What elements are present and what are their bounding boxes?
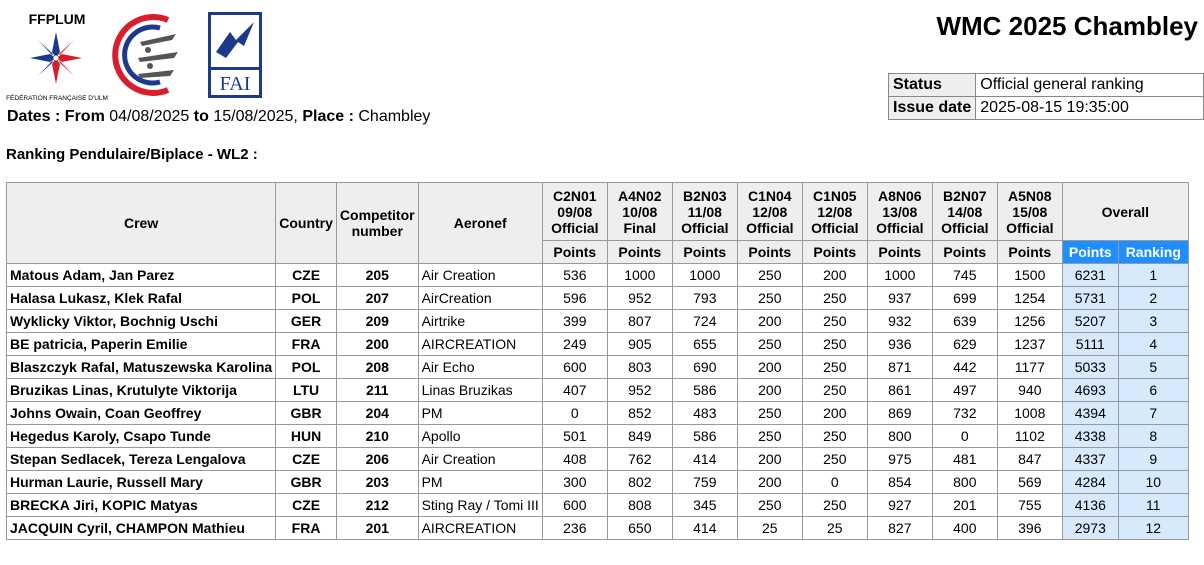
task-status: Official [1006,219,1054,236]
task-points-cell: 250 [802,356,867,379]
task-points-cell: 1000 [672,264,737,287]
country-cell: GBR [276,471,337,494]
task-points-cell: 871 [867,356,932,379]
place-label: Place : [302,108,354,125]
task-points-cell: 755 [997,494,1062,517]
crew-cell: Bruzikas Linas, Krutulyte Viktorija [7,379,276,402]
overall-ranking-cell: 1 [1118,264,1188,287]
task-points-cell: 569 [997,471,1062,494]
task-points-cell: 800 [932,471,997,494]
task-points-cell: 250 [737,425,802,448]
col-competitor-line1: Competitor [339,207,415,223]
task-points-cell: 408 [542,448,607,471]
col-task-points: Points [607,241,672,264]
col-task-points: Points [542,241,607,264]
task-points-cell: 399 [542,310,607,333]
task-points-cell: 250 [802,425,867,448]
task-points-cell: 847 [997,448,1062,471]
crew-cell: Johns Owain, Coan Geoffrey [7,402,276,425]
col-competitor-line2: number [351,223,403,239]
task-points-cell: 699 [932,287,997,310]
task-code: C1N04 [748,187,792,204]
task-status: Official [681,219,729,236]
task-points-cell: 655 [672,333,737,356]
task-points-cell: 483 [672,402,737,425]
competitor-number-cell: 212 [336,494,418,517]
task-date: 13/08 [882,203,918,220]
task-points-cell: 345 [672,494,737,517]
status-row [889,74,1204,97]
aeronef-cell: AIRCREATION [418,517,542,540]
country-cell: FRA [276,333,337,356]
competitor-number-cell: 207 [336,287,418,310]
col-task [932,183,997,241]
task-points-cell: 732 [932,402,997,425]
overall-ranking-cell: 3 [1118,310,1188,333]
aeronef-cell: Sting Ray / Tomi III [418,494,542,517]
task-status: Final [623,219,657,236]
overall-points-cell: 6231 [1062,264,1118,287]
overall-ranking-cell: 8 [1118,425,1188,448]
task-points-cell: 952 [607,287,672,310]
task-points-cell: 639 [932,310,997,333]
task-points-cell: 724 [672,310,737,333]
crew-cell: Halasa Lukasz, Klek Rafal [7,287,276,310]
country-cell: GBR [276,402,337,425]
task-points-cell: 849 [607,425,672,448]
task-points-cell: 250 [737,287,802,310]
task-code: B2N03 [683,187,727,204]
country-cell: POL [276,356,337,379]
task-points-cell: 250 [737,333,802,356]
task-points-cell: 407 [542,379,607,402]
issue-date-label: Issue date [889,97,976,120]
task-points-cell: 1000 [867,264,932,287]
col-task-points: Points [867,241,932,264]
overall-points-cell: 4337 [1062,448,1118,471]
task-points-cell: 0 [932,425,997,448]
overall-points-cell: 5731 [1062,287,1118,310]
col-aeronef: Aeronef [418,183,542,264]
table-row [7,333,1189,356]
to-label: to [193,108,209,125]
crew-cell: Blaszczyk Rafal, Matuszewska Karolina [7,356,276,379]
country-cell: LTU [276,379,337,402]
task-points-cell: 501 [542,425,607,448]
overall-points-cell: 4394 [1062,402,1118,425]
task-points-cell: 250 [802,448,867,471]
page-title: WMC 2025 Chambley [936,11,1198,41]
status-table [888,73,1204,120]
overall-points-cell: 4693 [1062,379,1118,402]
task-points-cell: 937 [867,287,932,310]
task-points-cell: 807 [607,310,672,333]
task-points-cell: 250 [737,494,802,517]
dates-label: Dates : From [7,108,105,125]
task-points-cell: 442 [932,356,997,379]
task-points-cell: 936 [867,333,932,356]
col-task-points: Points [932,241,997,264]
overall-ranking-cell: 12 [1118,517,1188,540]
issue-date-row [889,97,1204,120]
overall-ranking-cell: 11 [1118,494,1188,517]
task-points-cell: 481 [932,448,997,471]
status-value: Official general ranking [976,74,1204,97]
task-points-cell: 200 [737,356,802,379]
task-points-cell: 1177 [997,356,1062,379]
task-status: Official [551,219,599,236]
aeronef-cell: Linas Bruzikas [418,379,542,402]
country-cell: CZE [276,264,337,287]
table-row [7,494,1189,517]
aeronef-cell: AirCreation [418,287,542,310]
table-row [7,425,1189,448]
task-date: 10/08 [622,203,658,220]
dates-line [7,108,430,126]
col-overall-ranking: Ranking [1118,241,1188,264]
task-points-cell: 586 [672,425,737,448]
task-points-cell: 852 [607,402,672,425]
task-date: 11/08 [687,203,722,220]
task-code: A8N06 [878,187,922,204]
country-cell: CZE [276,494,337,517]
task-points-cell: 200 [737,310,802,333]
aeronef-cell: PM [418,402,542,425]
col-crew: Crew [7,183,276,264]
crew-cell: Wyklicky Viktor, Bochnig Uschi [7,310,276,333]
task-points-cell: 629 [932,333,997,356]
country-cell: FRA [276,517,337,540]
task-code: C2N01 [553,187,597,204]
competitor-number-cell: 204 [336,402,418,425]
col-task [737,183,802,241]
status-label: Status [889,74,976,97]
overall-ranking-cell: 5 [1118,356,1188,379]
issue-date-value: 2025-08-15 19:35:00 [976,97,1204,120]
task-points-cell: 200 [737,448,802,471]
aeronef-cell: PM [418,471,542,494]
ffplum-logo [6,8,108,104]
task-points-cell: 793 [672,287,737,310]
task-points-cell: 250 [802,494,867,517]
overall-points-cell: 4284 [1062,471,1118,494]
task-points-cell: 827 [867,517,932,540]
task-points-cell: 600 [542,494,607,517]
task-points-cell: 854 [867,471,932,494]
overall-points-cell: 4338 [1062,425,1118,448]
task-points-cell: 952 [607,379,672,402]
overall-points-cell: 5207 [1062,310,1118,333]
header-row-1 [7,183,1189,241]
col-task [672,183,737,241]
col-task [607,183,672,241]
aeronef-cell: Apollo [418,425,542,448]
task-status: Official [746,219,794,236]
col-overall-points: Points [1062,241,1118,264]
task-points-cell: 650 [607,517,672,540]
crew-cell: Stepan Sedlacek, Tereza Lengalova [7,448,276,471]
task-code: A4N02 [618,187,662,204]
table-row [7,310,1189,333]
task-points-cell: 25 [737,517,802,540]
table-row [7,287,1189,310]
col-task [997,183,1062,241]
task-points-cell: 690 [672,356,737,379]
task-points-cell: 249 [542,333,607,356]
task-points-cell: 927 [867,494,932,517]
task-status: Official [941,219,989,236]
task-points-cell: 1256 [997,310,1062,333]
task-points-cell: 400 [932,517,997,540]
task-points-cell: 414 [672,517,737,540]
competitor-number-cell: 205 [336,264,418,287]
task-points-cell: 0 [542,402,607,425]
table-row [7,471,1189,494]
task-points-cell: 869 [867,402,932,425]
results-table [6,182,1189,540]
task-points-cell: 1008 [997,402,1062,425]
col-task-points: Points [997,241,1062,264]
task-points-cell: 808 [607,494,672,517]
col-task [867,183,932,241]
competitor-number-cell: 203 [336,471,418,494]
task-points-cell: 0 [802,471,867,494]
task-points-cell: 802 [607,471,672,494]
overall-points-cell: 5111 [1062,333,1118,356]
task-points-cell: 596 [542,287,607,310]
task-date: 12/08 [817,203,853,220]
overall-ranking-cell: 7 [1118,402,1188,425]
col-country: Country [276,183,337,264]
ulm-logo [108,12,184,98]
fai-logo-text: FAI [219,73,251,95]
crew-cell: BRECKA Jiri, KOPIC Matyas [7,494,276,517]
aeronef-cell: AIRCREATION [418,333,542,356]
overall-ranking-cell: 6 [1118,379,1188,402]
task-points-cell: 940 [997,379,1062,402]
col-task-points: Points [802,241,867,264]
task-points-cell: 200 [802,264,867,287]
place-value: Chambley [358,108,431,125]
task-points-cell: 1102 [997,425,1062,448]
results-body [7,264,1189,540]
crew-cell: Hurman Laurie, Russell Mary [7,471,276,494]
ranking-title: Ranking Pendulaire/Biplace - WL2 : [6,146,258,163]
table-row [7,356,1189,379]
task-points-cell: 250 [802,379,867,402]
task-points-cell: 236 [542,517,607,540]
table-row [7,402,1189,425]
task-date: 15/08 [1012,203,1048,220]
crew-cell: JACQUIN Cyril, CHAMPON Mathieu [7,517,276,540]
task-points-cell: 600 [542,356,607,379]
competitor-number-cell: 206 [336,448,418,471]
country-cell: GER [276,310,337,333]
task-points-cell: 300 [542,471,607,494]
aeronef-cell: Air Creation [418,448,542,471]
task-points-cell: 497 [932,379,997,402]
ffplum-logo-subtext: FÉDÉRATION FRANÇAISE D'ULM [6,95,108,102]
task-points-cell: 200 [802,402,867,425]
task-status: Official [876,219,924,236]
task-points-cell: 1237 [997,333,1062,356]
aeronef-cell: Air Creation [418,264,542,287]
task-points-cell: 905 [607,333,672,356]
competitor-number-cell: 200 [336,333,418,356]
task-status: Official [811,219,859,236]
col-overall: Overall [1062,183,1188,241]
task-points-cell: 250 [802,287,867,310]
task-points-cell: 762 [607,448,672,471]
task-points-cell: 803 [607,356,672,379]
overall-ranking-cell: 2 [1118,287,1188,310]
task-points-cell: 250 [737,264,802,287]
country-cell: POL [276,287,337,310]
ffplum-logo-text: FFPLUM [28,11,86,27]
task-points-cell: 1254 [997,287,1062,310]
task-code: B2N07 [943,187,987,204]
task-points-cell: 250 [802,333,867,356]
task-code: C1N05 [813,187,857,204]
country-cell: HUN [276,425,337,448]
crew-cell: Matous Adam, Jan Parez [7,264,276,287]
task-points-cell: 201 [932,494,997,517]
overall-ranking-cell: 10 [1118,471,1188,494]
task-points-cell: 586 [672,379,737,402]
task-points-cell: 759 [672,471,737,494]
aeronef-cell: Air Echo [418,356,542,379]
competitor-number-cell: 209 [336,310,418,333]
task-code: A5N08 [1008,187,1052,204]
task-date: 09/08 [557,203,593,220]
overall-points-cell: 2973 [1062,517,1118,540]
overall-ranking-cell: 9 [1118,448,1188,471]
table-row [7,264,1189,287]
date-to: 15/08/2025, [213,108,298,125]
crew-cell: BE patricia, Paperin Emilie [7,333,276,356]
task-date: 14/08 [947,203,983,220]
task-points-cell: 200 [737,379,802,402]
task-points-cell: 250 [737,402,802,425]
competitor-number-cell: 211 [336,379,418,402]
col-competitor-number [336,183,418,264]
overall-points-cell: 4136 [1062,494,1118,517]
task-points-cell: 200 [737,471,802,494]
aeronef-cell: Airtrike [418,310,542,333]
task-points-cell: 1500 [997,264,1062,287]
competitor-number-cell: 210 [336,425,418,448]
crew-cell: Hegedus Karoly, Csapo Tunde [7,425,276,448]
competitor-number-cell: 201 [336,517,418,540]
col-task [542,183,607,241]
task-points-cell: 975 [867,448,932,471]
task-points-cell: 414 [672,448,737,471]
table-row [7,379,1189,402]
task-points-cell: 1000 [607,264,672,287]
col-task [802,183,867,241]
task-points-cell: 800 [867,425,932,448]
task-points-cell: 745 [932,264,997,287]
col-task-points: Points [672,241,737,264]
overall-points-cell: 5033 [1062,356,1118,379]
overall-ranking-cell: 4 [1118,333,1188,356]
table-row [7,448,1189,471]
task-points-cell: 536 [542,264,607,287]
task-points-cell: 932 [867,310,932,333]
table-row [7,517,1189,540]
country-cell: CZE [276,448,337,471]
task-points-cell: 861 [867,379,932,402]
competitor-number-cell: 208 [336,356,418,379]
task-date: 12/08 [752,203,788,220]
col-task-points: Points [737,241,802,264]
date-from: 04/08/2025 [109,108,190,125]
task-points-cell: 250 [802,310,867,333]
fai-logo [208,12,262,98]
task-points-cell: 396 [997,517,1062,540]
task-points-cell: 25 [802,517,867,540]
